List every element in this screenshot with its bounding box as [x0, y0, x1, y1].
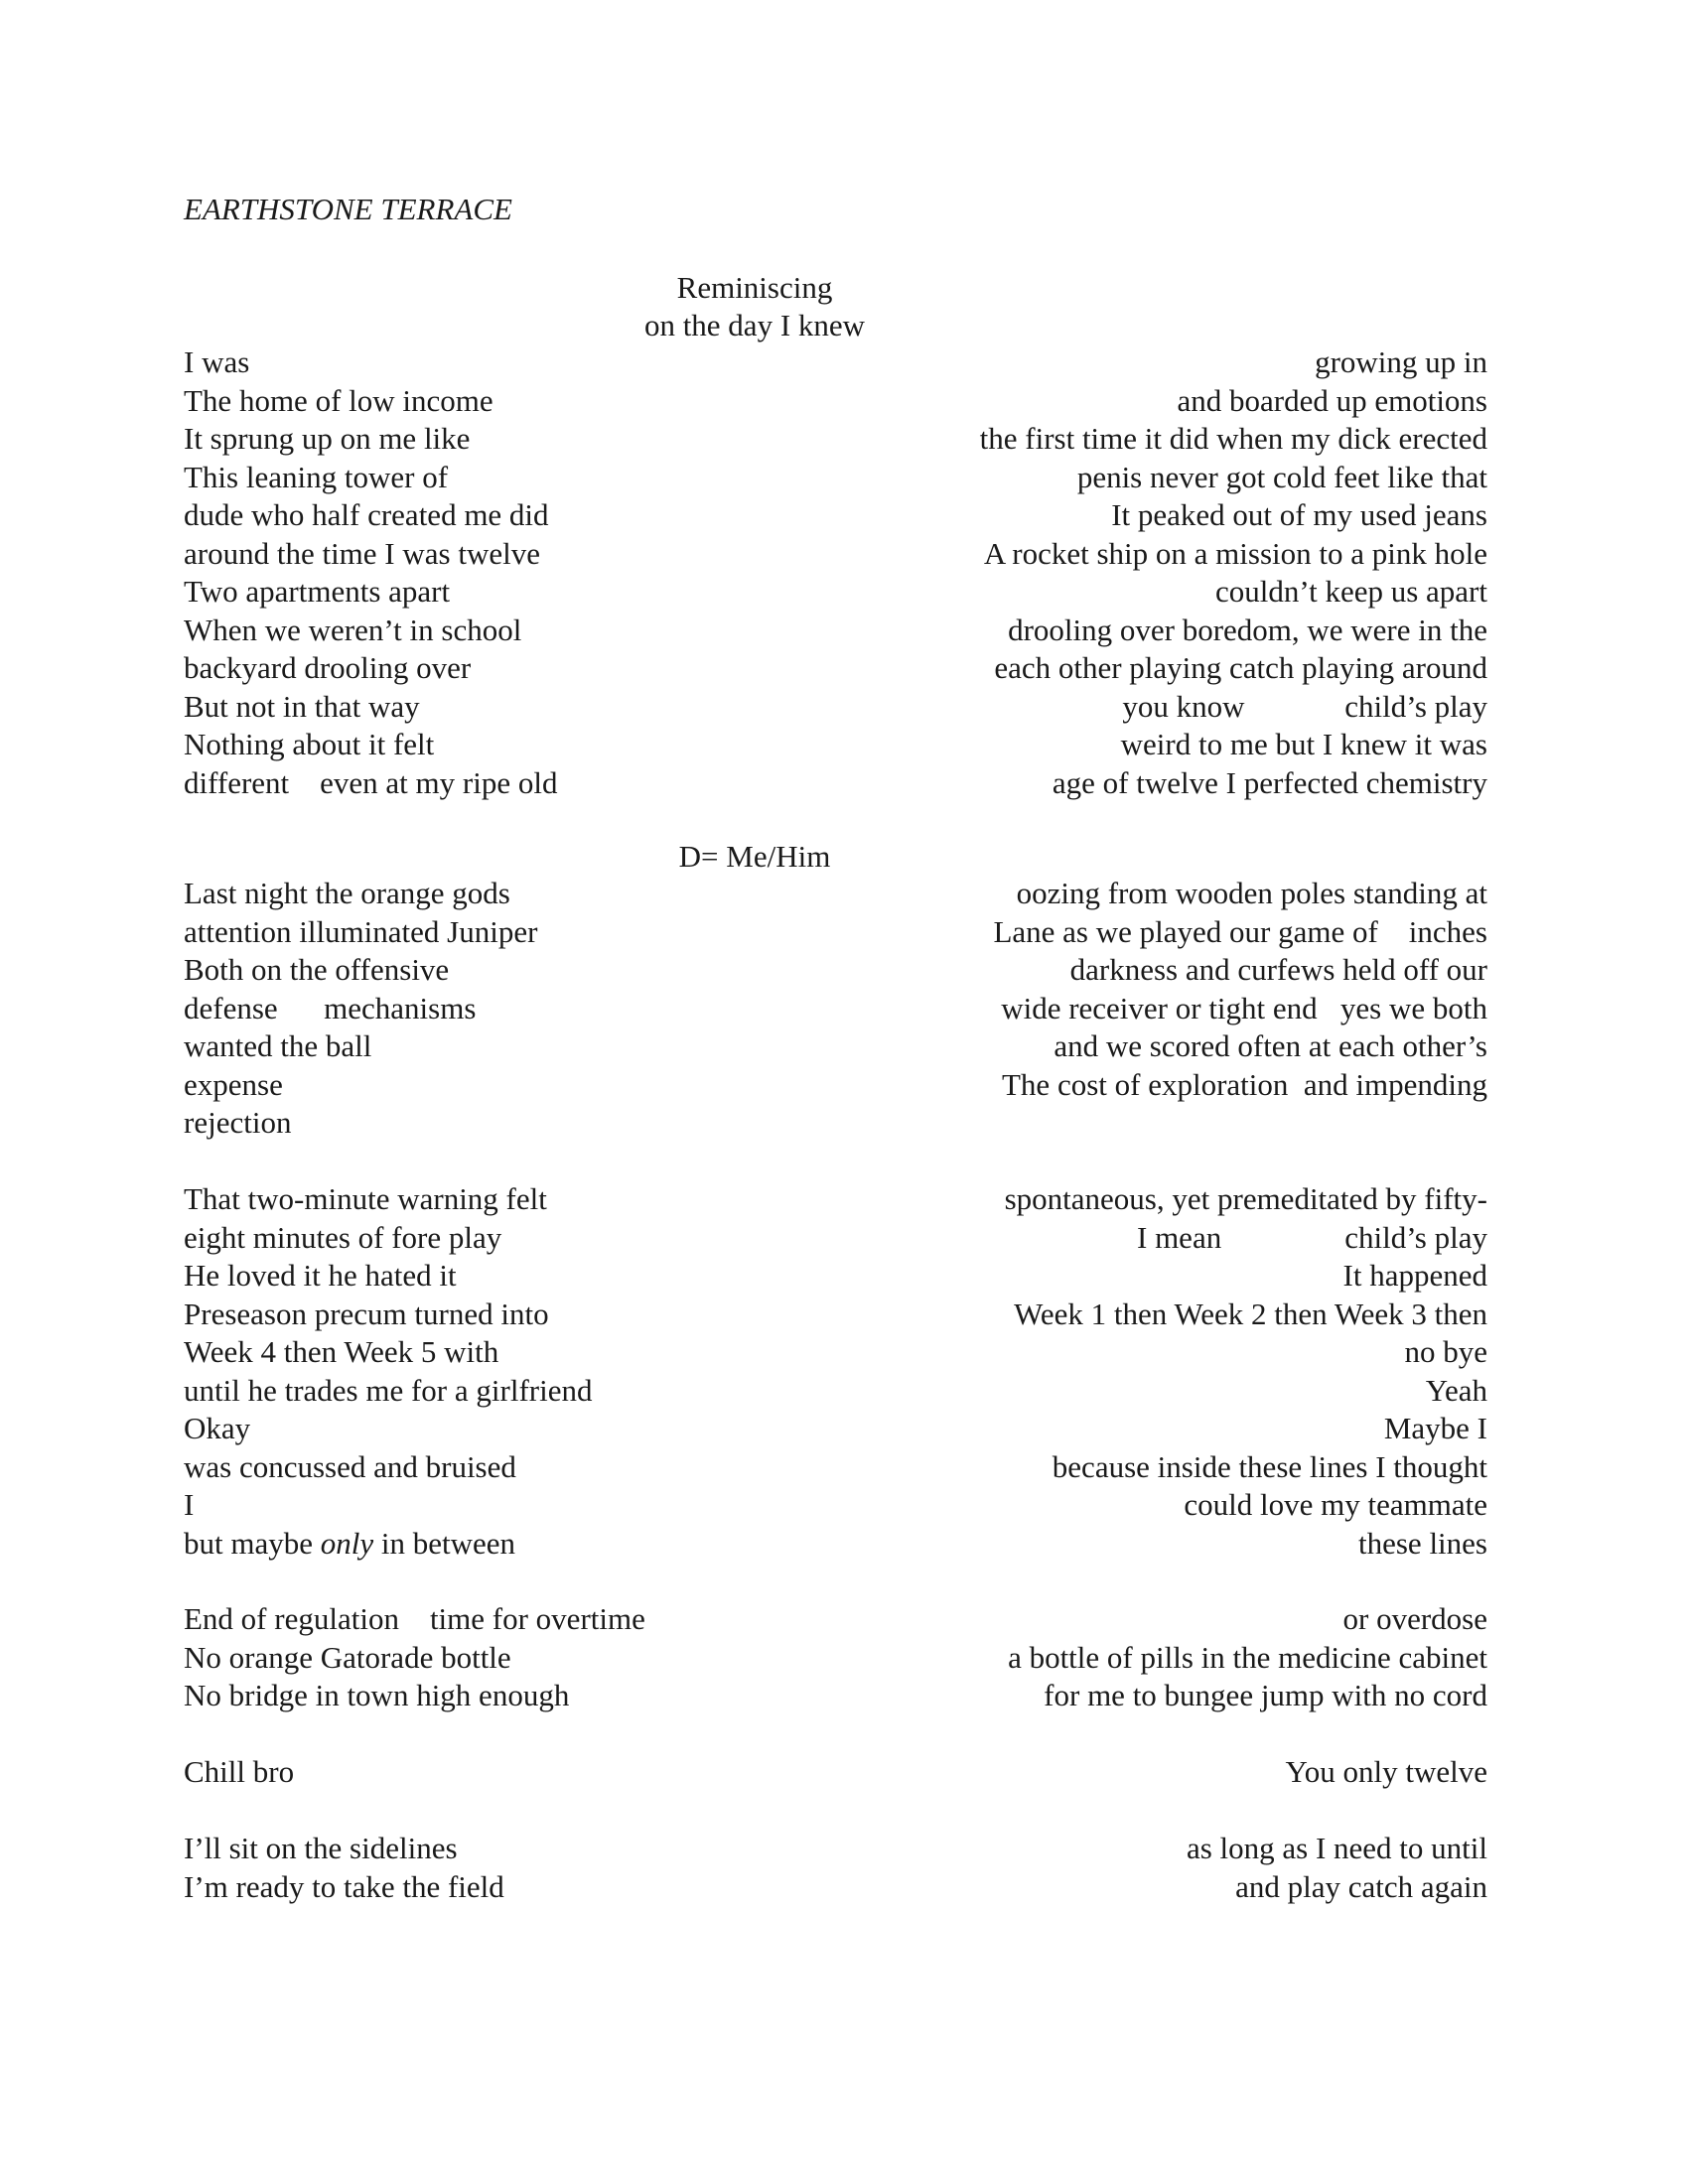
- left-text: Week 4 then Week 5 with: [184, 1334, 499, 1369]
- poem-line: [0, 496, 1688, 535]
- section-heading-line-1: Reminiscing: [676, 270, 833, 305]
- left-text: I was: [184, 344, 250, 379]
- right-text: and we scored often at each other’s: [1054, 1028, 1487, 1063]
- poem-line: [0, 1639, 1688, 1678]
- left-text: Last night the orange gods: [184, 876, 510, 910]
- poem-line: [0, 1753, 1688, 1792]
- left-text: Preseason precum turned into: [184, 1296, 549, 1331]
- left-text: He loved it he hated it: [184, 1258, 457, 1293]
- right-text: a bottle of pills in the medicine cabinet: [1008, 1639, 1487, 1675]
- left-text: But not in that way: [184, 688, 420, 724]
- right-text: The cost of exploration and impending: [1002, 1066, 1487, 1102]
- text-run: in between: [373, 1525, 516, 1561]
- left-text: I: [184, 1487, 195, 1522]
- poem-line: [0, 764, 1688, 803]
- right-text: no bye: [1404, 1334, 1487, 1369]
- right-text: as long as I need to until: [1186, 1831, 1487, 1865]
- poem-line: [0, 535, 1688, 574]
- left-text: This leaning tower of: [184, 459, 449, 494]
- poem-line: [0, 343, 1688, 382]
- poem-line: [0, 726, 1688, 764]
- section-heading-2: D= Me/Him: [678, 839, 831, 874]
- poem-line: [0, 1296, 1688, 1334]
- section-heading-line-2: on the day I knew: [643, 308, 866, 342]
- left-text: Okay: [184, 1411, 251, 1445]
- poem-line: [0, 990, 1688, 1028]
- poem-line: [0, 1486, 1688, 1525]
- right-text: Lane as we played our game of inches: [993, 913, 1487, 949]
- right-text: weird to me but I knew it was: [1120, 727, 1487, 761]
- right-text: You only twelve: [1285, 1754, 1487, 1789]
- stanza-2: [0, 875, 1688, 1143]
- emphasis-text: only: [320, 1525, 374, 1561]
- poem-line: [0, 1372, 1688, 1411]
- left-text: It sprung up on me like: [184, 421, 471, 456]
- left-text: rejection: [184, 1105, 292, 1140]
- right-text: I mean child’s play: [1137, 1219, 1487, 1255]
- stanza-4: [0, 1600, 1688, 1715]
- left-text: eight minutes of fore play: [184, 1219, 502, 1255]
- right-text: darkness and curfews held off our: [1069, 952, 1487, 987]
- right-text: Maybe I: [1383, 1411, 1487, 1445]
- right-text: or overdose: [1342, 1601, 1487, 1636]
- left-text: Both on the offensive: [184, 952, 450, 987]
- left-text: No orange Gatorade bottle: [184, 1639, 511, 1675]
- poem-line: [0, 875, 1688, 913]
- right-text: and play catch again: [1235, 1868, 1487, 1904]
- left-text: wanted the ball: [184, 1028, 372, 1063]
- poem-line: [0, 1027, 1688, 1066]
- poem-line: [0, 913, 1688, 952]
- poem-line: [0, 1410, 1688, 1448]
- stanza-3: [0, 1180, 1688, 1563]
- right-text: and boarded up emotions: [1177, 382, 1487, 418]
- right-text: Yeah: [1425, 1372, 1487, 1408]
- left-text: Chill bro: [184, 1754, 295, 1789]
- right-text: oozing from wooden poles standing at: [1016, 876, 1487, 910]
- poem-line: [0, 1830, 1688, 1868]
- right-text: growing up in: [1315, 344, 1487, 379]
- right-text: wide receiver or tight end yes we both: [1001, 990, 1487, 1025]
- stanza-1: [0, 343, 1688, 802]
- right-text: could love my teammate: [1184, 1487, 1487, 1522]
- left-text: When we weren’t in school: [184, 612, 522, 647]
- left-text: The home of low income: [184, 382, 493, 418]
- poem-line: [0, 951, 1688, 990]
- poem-line: [0, 1868, 1688, 1907]
- left-text: was concussed and bruised: [184, 1448, 516, 1484]
- stanza-5: [0, 1753, 1688, 1792]
- left-text: backyard drooling over: [184, 650, 472, 685]
- poem-line: [0, 1677, 1688, 1715]
- right-text: penis never got cold feet like that: [1076, 459, 1487, 494]
- right-text: for me to bungee jump with no cord: [1044, 1678, 1487, 1712]
- right-text: each other playing catch playing around: [994, 650, 1487, 685]
- left-text: I’ll sit on the sidelines: [184, 1831, 458, 1865]
- left-text: around the time I was twelve: [184, 535, 540, 571]
- poem-line: [0, 1104, 1688, 1143]
- stanza-6: [0, 1830, 1688, 1906]
- poem-line: [0, 1219, 1688, 1258]
- left-text: Nothing about it felt: [184, 727, 435, 761]
- poem-line: [0, 1066, 1688, 1105]
- poem-line: [0, 420, 1688, 459]
- left-text: Two apartments apart: [184, 574, 451, 609]
- left-text: End of regulation time for overtime: [184, 1601, 645, 1636]
- right-text: It peaked out of my used jeans: [1111, 497, 1487, 532]
- right-text: these lines: [1358, 1525, 1487, 1561]
- right-text: you know child’s play: [1122, 688, 1487, 724]
- left-text: dude who half created me did: [184, 497, 549, 532]
- poem-line: [0, 573, 1688, 612]
- poem-line: [0, 382, 1688, 421]
- left-text: defense mechanisms: [184, 990, 477, 1025]
- left-text: expense: [184, 1066, 283, 1102]
- poem-title: EARTHSTONE TERRACE: [184, 192, 512, 226]
- poem-line: [0, 612, 1688, 650]
- left-text: until he trades me for a girlfriend: [184, 1372, 593, 1408]
- right-text: drooling over boredom, we were in the: [1008, 612, 1487, 647]
- right-text: A rocket ship on a mission to a pink hole: [983, 535, 1487, 571]
- left-text: different even at my ripe old: [184, 764, 558, 800]
- right-text: couldn’t keep us apart: [1214, 574, 1487, 609]
- poem-line: [0, 688, 1688, 727]
- poem-line: [0, 1333, 1688, 1372]
- poem-line: [0, 1257, 1688, 1296]
- poem-line: [0, 1180, 1688, 1219]
- right-text: It happened: [1342, 1258, 1487, 1293]
- left-text: No bridge in town high enough: [184, 1678, 570, 1712]
- right-text: the first time it did when my dick erected: [979, 421, 1487, 456]
- right-text: spontaneous, yet premeditated by fifty-: [1004, 1181, 1487, 1216]
- left-text: I’m ready to take the field: [184, 1868, 504, 1904]
- right-text: age of twelve I perfected chemistry: [1052, 764, 1487, 800]
- text-run: but maybe: [184, 1525, 321, 1561]
- poem-line: [0, 649, 1688, 688]
- poem-line: [0, 1600, 1688, 1639]
- poem-line: [0, 1525, 1688, 1564]
- left-text: attention illuminated Juniper: [184, 913, 538, 949]
- poem-line: [0, 459, 1688, 497]
- right-text: Week 1 then Week 2 then Week 3 then: [1014, 1296, 1487, 1331]
- poem-line: [0, 1448, 1688, 1487]
- left-text: [184, 1525, 515, 1564]
- right-text: because inside these lines I thought: [1052, 1448, 1487, 1484]
- left-text: That two-minute warning felt: [184, 1181, 547, 1216]
